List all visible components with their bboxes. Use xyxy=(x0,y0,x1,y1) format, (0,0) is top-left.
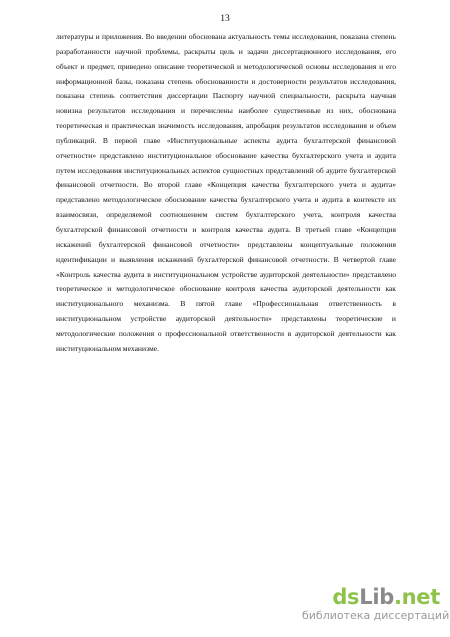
watermark-logo xyxy=(302,586,446,608)
watermark-logo-lib: Lib xyxy=(359,585,394,609)
watermark-logo-ds: ds xyxy=(332,585,360,609)
watermark-caption: библиотека диссертаций xyxy=(302,609,450,622)
watermark xyxy=(302,585,450,622)
body-paragraph: литературы и приложения. Во введении обоснована актуальность темы исследования, показана степень разработанности научной проблемы, раскрыты цель и задачи диссертационного исследования, его объект и предмет, приведено описание теоретической и методологической основы исследования и его информационной базы, показана степень обоснованности и достоверности результатов исследования, показана степень соответствия диссертации Паспорту научной специальности, раскрыта научная новизна результатов исследования и перечислены наиболее существенные из них, обоснована теоретическая и практическая значимость исследования, апробация результатов исследования и объем публикаций. В первой главе «Институциональные аспекты аудита бухгалтерской финансовой отчетности» представлено институциональное обоснование качества бухгалтерского учета и аудита путем исследования институциональных аспектов сущностных представлений об аудите бухгалтерской финансовой отчетности. Во второй главе «Концепция качества бухгалтерского учета и аудита» представлено методологическое обоснование качества бухгалтерского учета и аудита в контексте их взаимосвязи, определяемой соотношением систем бухгалтерского учета, контроля качества бухгалтерской финансовой отчетности и контроля качества аудита. В третьей главе «Концепция искажений бухгалтерской финансовой отчетности» представлены концептуальные положения идентификации и выявления искажений бухгалтерской финансовой отчетности. В четвертой главе «Контроль качества аудита в институциональном устройстве аудиторской деятельности» представлено теоретическое и методологическое обоснование контроля качества аудиторской деятельности как институционального механизма. В пятой главе «Профессиональная ответственность в институциональном устройстве аудиторской деятельности» представлены теоретические и методологические положения о профессиональной ответственности в аудиторской деятельности как институциональном механизме. xyxy=(56,32,396,353)
watermark-logo-net: .net xyxy=(393,585,440,609)
page-number: 13 xyxy=(220,14,230,24)
